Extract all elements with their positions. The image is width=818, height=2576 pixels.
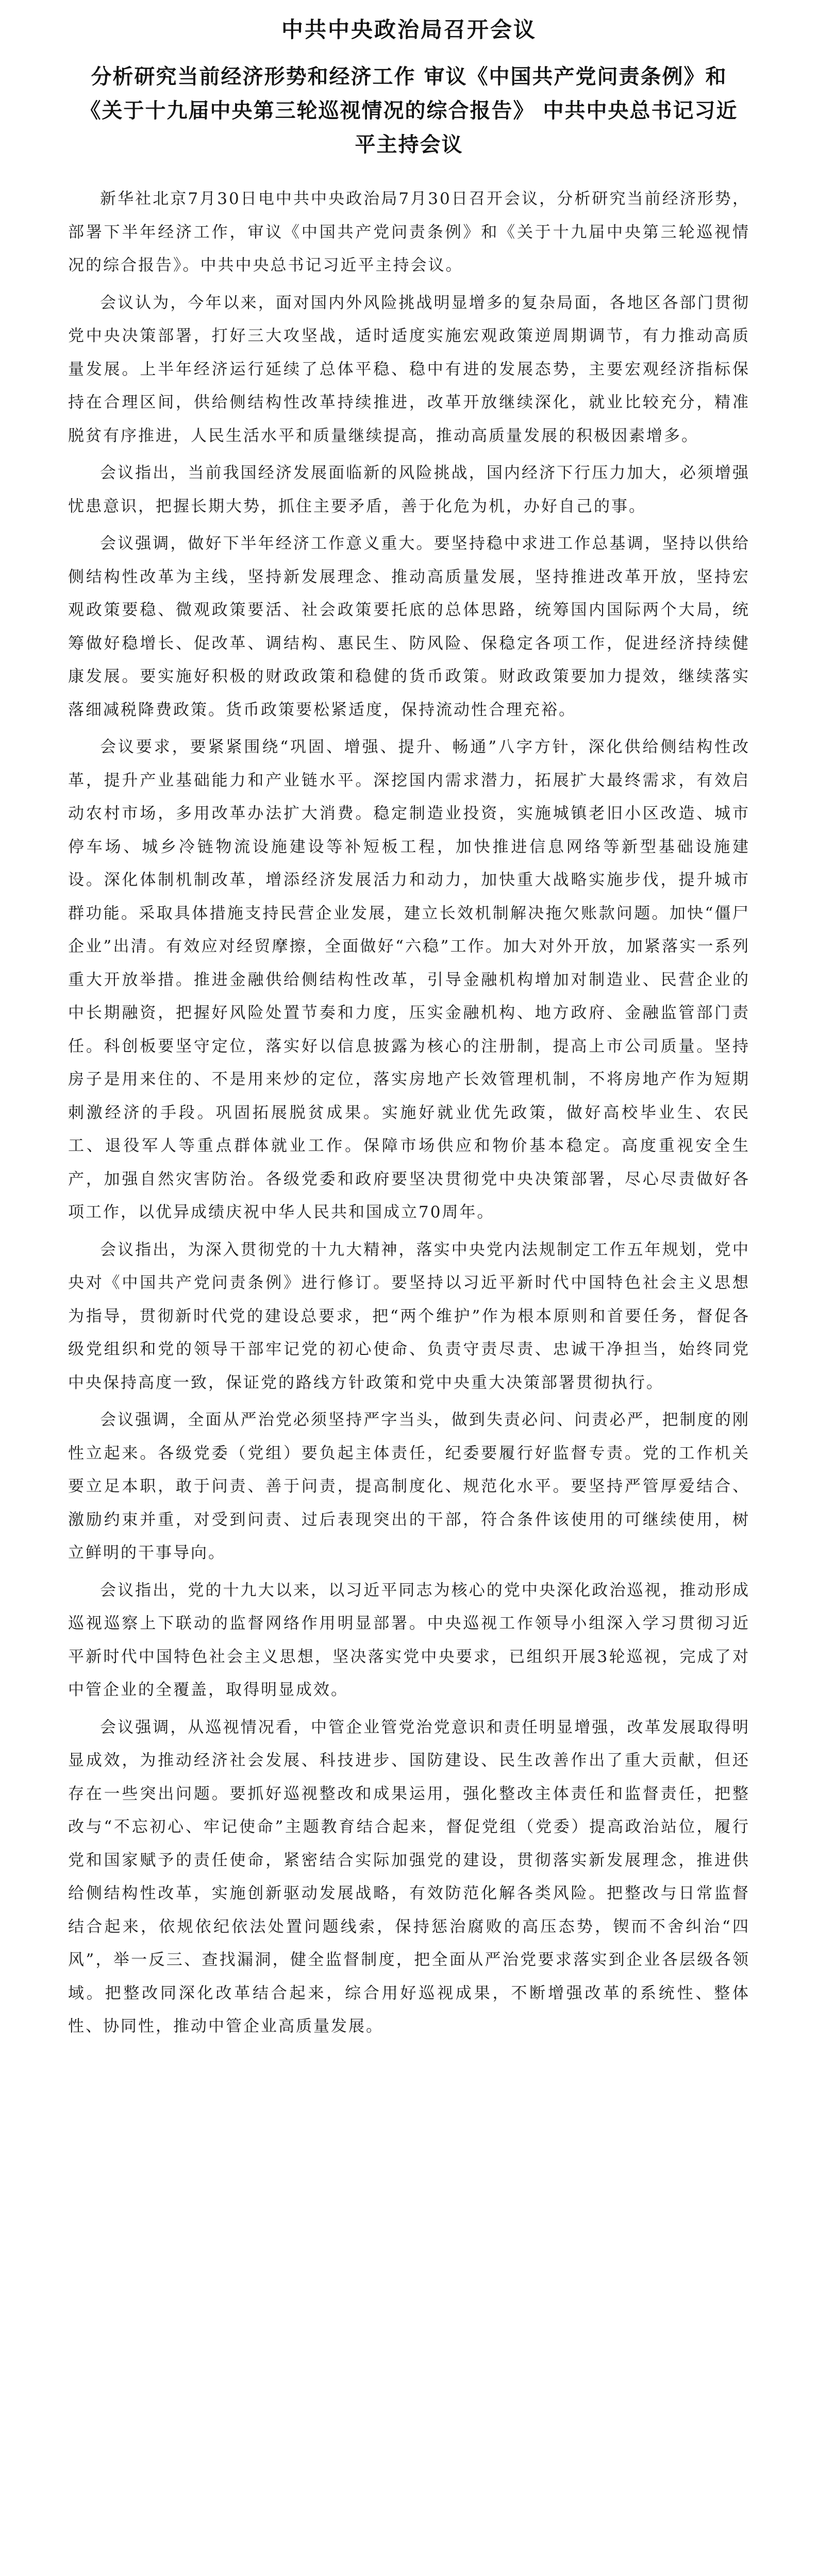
article-paragraph: 会议强调，从巡视情况看，中管企业管党治党意识和责任明显增强，改革发展取得明显成效，为推动经济社会发展、科技进步、国防建设、民生改善作出了重大贡献，但还存在一些突出问题。要抓好巡视整改和成果运用，强化整改主体责任和监督责任，把整改与“不忘初心、牢记使命”主题教育结合起来，督促党组（党委）提高政治站位，履行党和国家赋予的责任使命，紧密结合实际加强党的建设，贯彻落实新发展理念，推进供给侧结构性改革，实施创新驱动发展战略，有效防范化解各类风险。把整改与日常监督结合起来，依规依纪依法处置问题线索，保持惩治腐败的高压态势，锲而不舍纠治“四风”，举一反三、查找漏洞，健全监督制度，把全面从严治党要求落实到企业各层级各领域。把整改同深化改革结合起来，综合用好巡视成果，不断增强改革的系统性、整体性、协同性，推动中管企业高质量发展。 [68, 1718, 750, 2036]
article-paragraph: 新华社北京7月30日电中共中央政治局7月30日召开会议，分析研究当前经济形势，部署下半年经济工作，审议《中国共产党问责条例》和《关于十九届中央第三轮巡视情况的综合报告》。中共中央总书记习近平主持会议。 [68, 190, 750, 275]
article-paragraph: 会议要求，要紧紧围绕“巩固、增强、提升、畅通”八字方针，深化供给侧结构性改革，提升产业基础能力和产业链水平。深挖国内需求潜力，拓展扩大最终需求，有效启动农村市场，多用改革办法扩大消费。稳定制造业投资，实施城镇老旧小区改造、城市停车场、城乡冷链物流设施建设等补短板工程，加快推进信息网络等新型基础设施建设。深化体制机制改革，增添经济发展活力和动力，加快重大战略实施步伐，提升城市群功能。采取具体措施支持民营企业发展，建立长效机制解决拖欠账款问题。加快“僵尸企业”出清。有效应对经贸摩擦，全面做好“六稳”工作。加大对外开放，加紧落实一系列重大开放举措。推进金融供给侧结构性改革，引导金融机构增加对制造业、民营企业的中长期融资，把握好风险处置节奏和力度，压实金融机构、地方政府、金融监管部门责任。科创板要坚守定位，落实好以信息披露为核心的注册制，提高上市公司质量。坚持房子是用来住的、不是用来炒的定位，落实房地产长效管理机制，不将房地产作为短期刺激经济的手段。巩固拓展脱贫成果。实施好就业优先政策，做好高校毕业生、农民工、退役军人等重点群体就业工作。保障市场供应和物价基本稳定。高度重视安全生产，加强自然灾害防治。各级党委和政府要坚决贯彻党中央决策部署，尽心尽责做好各项工作，以优异成绩庆祝中华人民共和国成立70周年。 [68, 738, 750, 1222]
article-paragraph: 会议指出，当前我国经济发展面临新的风险挑战，国内经济下行压力加大，必须增强忧患意识，把握长期大势，抓住主要矛盾，善于化危为机，办好自己的事。 [68, 464, 750, 516]
article-paragraph: 会议认为，今年以来，面对国内外风险挑战明显增多的复杂局面，各地区各部门贯彻党中央决策部署，打好三大攻坚战，适时适度实施宏观政策逆周期调节，有力推动高质量发展。上半年经济运行延续了总体平稳、稳中有进的发展态势，主要宏观经济指标保持在合理区间，供给侧结构性改革持续推进，改革开放继续深化，就业比较充分，精准脱贫有序推进，人民生活水平和质量继续提高，推动高质量发展的积极因素增多。 [68, 293, 750, 445]
article-subtitle: 分析研究当前经济形势和经济工作 审议《中国共产党问责条例》和《关于十九届中央第三轮巡视情况的综合报告》 中共中央总书记习近平主持会议 [80, 64, 738, 157]
article-paragraph: 会议指出，为深入贯彻党的十九大精神，落实中央党内法规制定工作五年规划，党中央对《中国共产党问责条例》进行修订。要坚持以习近平新时代中国特色社会主义思想为指导，贯彻新时代党的建设总要求，把“两个维护”作为根本原则和首要任务，督促各级党组织和党的领导干部牢记党的初心使命、负责守责尽责、忠诚干净担当，始终同党中央保持高度一致，保证党的路线方针政策和党中央重大决策部署贯彻执行。 [68, 1240, 750, 1392]
article-body [68, 182, 750, 2043]
article-paragraph: 会议强调，全面从严治党必须坚持严字当头，做到失责必问、问责必严，把制度的刚性立起来。各级党委（党组）要负起主体责任，纪委要履行好监督专责。党的工作机关要立足本职，敢于问责、善于问责，提高制度化、规范化水平。要坚持严管厚爱结合、激励约束并重，对受到问责、过后表现突出的干部，符合条件该使用的可继续使用，树立鲜明的干事导向。 [68, 1411, 750, 1562]
article-paragraph: 会议指出，党的十九大以来，以习近平同志为核心的党中央深化政治巡视，推动形成巡视巡察上下联动的监督网络作用明显部署。中央巡视工作领导小组深入学习贯彻习近平新时代中国特色社会主义思想，坚决落实党中央要求，已组织开展3轮巡视，完成了对中管企业的全覆盖，取得明显成效。 [68, 1581, 750, 1699]
article-paragraph: 会议强调，做好下半年经济工作意义重大。要坚持稳中求进工作总基调，坚持以供给侧结构性改革为主线，坚持新发展理念、推动高质量发展，坚持推进改革开放，坚持宏观政策要稳、微观政策要活、社会政策要托底的总体思路，统筹国内国际两个大局，统筹做好稳增长、促改革、调结构、惠民生、防风险、保稳定各项工作，促进经济持续健康发展。要实施好积极的财政政策和稳健的货币政策。财政政策要加力提效，继续落实落细减税降费政策。货币政策要松紧适度，保持流动性合理充裕。 [68, 534, 750, 719]
article-title: 中共中央政治局召开会议 [281, 17, 537, 42]
